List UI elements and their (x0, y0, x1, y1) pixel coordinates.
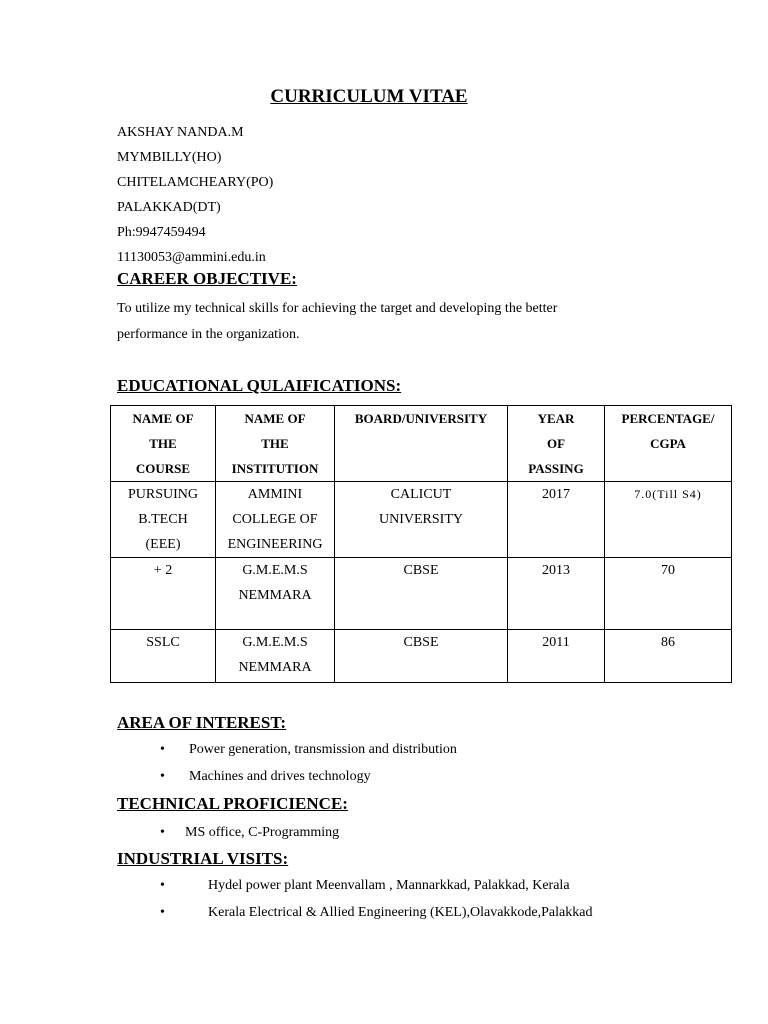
cell-percentage: 70 (605, 558, 732, 630)
technical-proficience-heading: TECHNICAL PROFICIENCE: (117, 794, 348, 813)
contact-block (117, 120, 273, 270)
table-row (111, 482, 732, 558)
cell-institution: AMMINI COLLEGE OF ENGINEERING (216, 482, 335, 558)
cell-institution: G.M.E.M.S NEMMARA (216, 558, 335, 630)
cell-institution: G.M.E.M.S NEMMARA (216, 630, 335, 683)
cell-course: SSLC (111, 630, 216, 683)
bullet-icon: • (160, 878, 165, 893)
table-header-row (111, 406, 732, 482)
house-name: MYMBILLY(HO) (117, 150, 222, 165)
header-percentage: PERCENTAGE/ CGPA (605, 406, 732, 482)
email: 11130053@ammini.edu.in (117, 250, 266, 265)
bullet-icon: • (160, 769, 165, 784)
cell-course: + 2 (111, 558, 216, 630)
page-title: CURRICULUM VITAE (270, 86, 468, 107)
cell-year: 2017 (508, 482, 605, 558)
table-row (111, 630, 732, 683)
cell-board: CBSE (335, 630, 508, 683)
bullet-icon: • (160, 825, 165, 840)
bullet-icon: • (160, 742, 165, 757)
cell-board: CBSE (335, 558, 508, 630)
district: PALAKKAD(DT) (117, 200, 221, 215)
education-table (110, 405, 732, 683)
name: AKSHAY NANDA.M (117, 125, 244, 140)
career-objective-heading: CAREER OBJECTIVE: (117, 269, 297, 288)
cell-percentage: 7.0(Till S4) (605, 482, 732, 558)
cell-course: PURSUING B.TECH (EEE) (111, 482, 216, 558)
header-course: NAME OF THE COURSE (111, 406, 216, 482)
cv-page: CURRICULUM VITAE AKSHAY NANDA.M MYMBILLY(HO) CHITELAMCHEARY(PO) PALAKKAD(DT) Ph:9947459494 11130053@ammini.edu.in CAREER OBJECTIVE: To utilize my technical skills for achieving the target and developing the better performance in the organization. EDUCATIONAL QULAIFICATIONS: NAME OF THE COURSE NAME OF THE INSTITUTION BOARD/UNIVERSITY YEAR OF PASSING PERCENTAGE/ CGPA PURSUING B.TECH (EEE) AMMINI COLLEGE OF ENGINEERING CALICUT UNIVERSITY 2017 7.0(Till S4) + 2 G.M.E.M.S NEMMARA CBSE 2013 70 SSLC G.M.E.M.S NEMMARA CBSE 2011 86 AREA OF INTEREST: • Power generation, transmission and distribution • Machines and drives technology TECHNICAL PROFICIENCE: • MS office, C-Programming INDUSTRIAL VISITS: • Hydel power plant Meenvallam , Mannarkkad, Palakkad, Kerala • Kerala Electrical & Allied Engineering (KEL),Olavakkode,Palakkad (0, 0, 768, 1024)
education-heading: EDUCATIONAL QULAIFICATIONS: (117, 376, 402, 395)
cell-percentage: 86 (605, 630, 732, 683)
header-institution: NAME OF THE INSTITUTION (216, 406, 335, 482)
phone: Ph:9947459494 (117, 225, 206, 240)
cell-year: 2013 (508, 558, 605, 630)
table-row (111, 558, 732, 630)
industrial-visits-heading: INDUSTRIAL VISITS: (117, 849, 289, 868)
career-objective-line: To utilize my technical skills for achieving the target and developing the better (117, 301, 558, 316)
bullet-icon: • (160, 905, 165, 920)
cell-board: CALICUT UNIVERSITY (335, 482, 508, 558)
career-objective-text (117, 296, 637, 348)
cell-year: 2011 (508, 630, 605, 683)
career-objective-line: performance in the organization. (117, 327, 300, 342)
area-of-interest-heading: AREA OF INTEREST: (117, 713, 287, 732)
header-board: BOARD/UNIVERSITY (335, 406, 508, 482)
post-office: CHITELAMCHEARY(PO) (117, 175, 274, 190)
header-year: YEAR OF PASSING (508, 406, 605, 482)
